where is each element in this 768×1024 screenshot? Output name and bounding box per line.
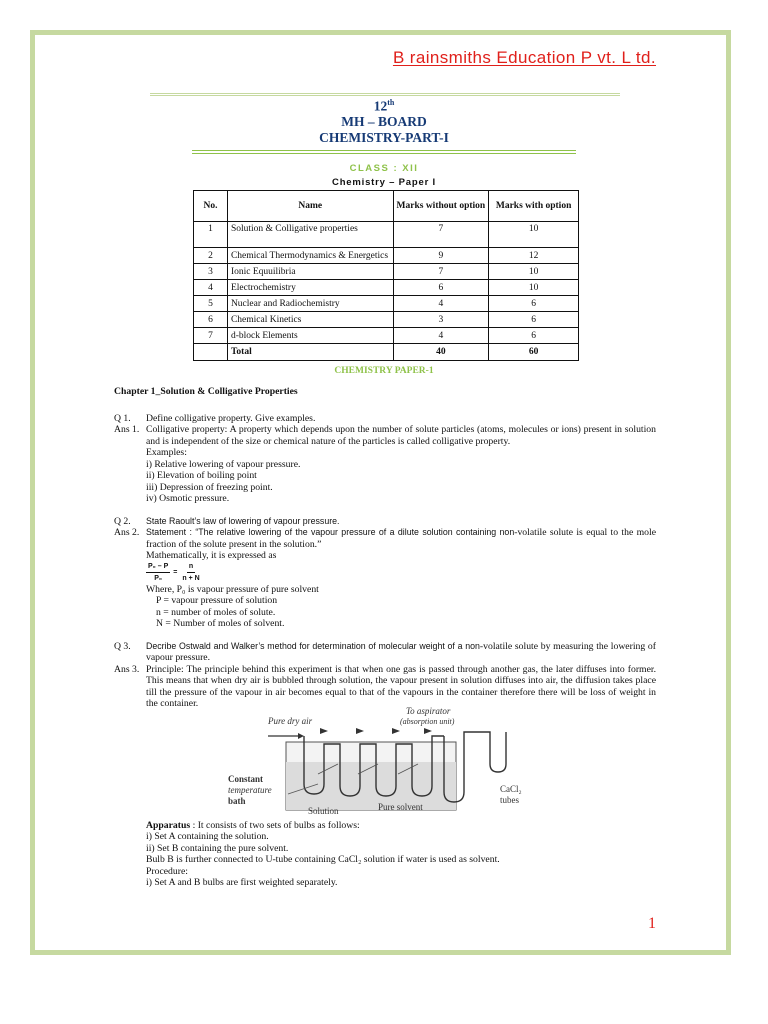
answer-label: Ans 3. bbox=[114, 663, 140, 675]
grade-number: 12 bbox=[373, 98, 388, 114]
cell-marks-without: 6 bbox=[393, 280, 489, 296]
cell-marks-without: 7 bbox=[393, 222, 489, 248]
brand-name: B rainsmiths Education P vt. L td. bbox=[392, 48, 656, 67]
example-item: iv) Osmotic pressure. bbox=[146, 493, 230, 504]
document-body bbox=[114, 386, 656, 889]
label-cacl2: CaCl₂ bbox=[500, 783, 522, 794]
col-header-marks-with: Marks with option bbox=[489, 191, 579, 222]
cell-marks-without: 9 bbox=[393, 248, 489, 264]
label-solution: Solution bbox=[308, 805, 339, 816]
question-text-prefix: Decribe Ostwald and Walker’s method for determination of molecular weight of a non bbox=[146, 640, 480, 651]
answer-text bbox=[146, 527, 656, 550]
col-header-no: No. bbox=[194, 191, 228, 222]
cell-marks-without: 3 bbox=[393, 312, 489, 328]
answer-1 bbox=[114, 424, 656, 447]
table-row bbox=[194, 280, 579, 296]
total-marks-with: 60 bbox=[489, 344, 579, 361]
where-line: Where, P₀ is vapour pressure of pure solvent bbox=[146, 583, 319, 595]
answer-label: Ans 2. bbox=[114, 527, 140, 538]
table-row bbox=[194, 296, 579, 312]
procedure-label: Procedure: bbox=[146, 865, 188, 877]
table-row bbox=[194, 264, 579, 280]
cell-marks-without: 7 bbox=[393, 264, 489, 280]
example-item: i) Relative lowering of vapour pressure. bbox=[146, 458, 301, 470]
statement-text: Statement : “The relative lowering of the vapour pressure of a dilute solution containing non bbox=[146, 527, 515, 537]
where-line: n = number of moles of solute. bbox=[156, 606, 276, 618]
set-item: ii) Set B containing the pure solvent. bbox=[146, 842, 289, 854]
table-row bbox=[194, 312, 579, 328]
cell-name: d-block Elements bbox=[227, 328, 393, 344]
question-text: State Raoult’s law of lowering of vapour pressure. bbox=[146, 515, 340, 526]
label-pure-dry-air: Pure dry air bbox=[268, 715, 313, 726]
cell-marks-without: 4 bbox=[393, 328, 489, 344]
apparatus-text: : It consists of two sets of bulbs as follows: bbox=[192, 819, 360, 831]
cell-no: 3 bbox=[194, 264, 228, 280]
where-line: N = Number of moles of solvent. bbox=[156, 618, 285, 629]
grade-heading bbox=[0, 98, 768, 115]
label-pure-solvent: Pure solvent bbox=[378, 801, 423, 812]
cell-no: 2 bbox=[194, 248, 228, 264]
table-row bbox=[194, 222, 579, 248]
cell-no bbox=[194, 344, 228, 361]
question-2 bbox=[114, 516, 656, 528]
cell-no: 7 bbox=[194, 328, 228, 344]
subject-heading: CHEMISTRY-PART-I bbox=[319, 130, 449, 145]
label-temperature: temperature bbox=[228, 784, 272, 795]
examples-label: Examples: bbox=[146, 447, 187, 458]
cell-marks-with: 6 bbox=[489, 328, 579, 344]
paper-title: CHEMISTRY PAPER-1 bbox=[334, 366, 434, 376]
label-tubes: tubes bbox=[500, 794, 519, 805]
cell-no: 4 bbox=[194, 280, 228, 296]
cell-name: Chemical Thermodynamics & Energetics bbox=[227, 248, 393, 264]
math-intro: Mathematically, it is expressed as bbox=[146, 550, 277, 561]
where-line: P = vapour pressure of solution bbox=[156, 595, 278, 606]
cell-marks-with: 12 bbox=[489, 248, 579, 264]
statement-text-rest: -volatile solute is equal to the mole fraction of the solute present in the solution.” bbox=[146, 527, 657, 550]
double-rule-green bbox=[192, 150, 576, 154]
question-text-rest: -volatile solute by measuring the lowering of vapour pressure. bbox=[146, 640, 656, 663]
cell-marks-with: 10 bbox=[489, 264, 579, 280]
label-absorption-unit: (absorption unit) bbox=[400, 716, 455, 726]
set-item: i) Set A containing the solution. bbox=[146, 831, 269, 842]
ostwald-walker-apparatus-figure bbox=[228, 705, 528, 818]
answer-text: Principle: The principle behind this experiment is that when one gas is passed through another gas, the later diffuses into former. This means that when dry air is bubbled through solution, the vapour present in solution diffuses into air, the diffusion takes place till the pressure of the vapour in air becomes equal to that of the vapours in the container therefore there will be loss of weight in the container. bbox=[146, 663, 656, 709]
apparatus-label: Apparatus bbox=[146, 819, 191, 831]
cell-name: Electrochemistry bbox=[227, 280, 393, 296]
board-heading: MH – BOARD bbox=[341, 114, 427, 129]
table-row bbox=[194, 328, 579, 344]
question-label: Q 2. bbox=[114, 515, 131, 527]
answer-2 bbox=[114, 527, 656, 550]
example-item: ii) Elevation of boiling point bbox=[146, 470, 257, 481]
class-label: CLASS : XII bbox=[349, 163, 419, 174]
formula-rhs-denominator: n + N bbox=[182, 575, 200, 582]
cell-name: Solution & Colligative properties bbox=[227, 222, 393, 248]
cell-marks-with: 10 bbox=[489, 222, 579, 248]
apparatus-line bbox=[114, 820, 656, 832]
formula-lhs-denominator: P₀ bbox=[154, 575, 163, 582]
chapter-heading: Chapter 1_Solution & Colligative Properties bbox=[114, 386, 298, 397]
marks-table bbox=[193, 190, 579, 361]
page-number: 1 bbox=[648, 915, 656, 932]
label-to-aspirator: To aspirator bbox=[406, 705, 451, 716]
question-text: Define colligative property. Give examples. bbox=[146, 412, 316, 424]
col-header-name: Name bbox=[227, 191, 393, 222]
question-label: Q 3. bbox=[114, 640, 131, 652]
cell-no: 1 bbox=[194, 222, 228, 248]
cell-marks-with: 6 bbox=[489, 296, 579, 312]
paper-label: Chemistry – Paper I bbox=[332, 177, 436, 188]
cell-marks-with: 10 bbox=[489, 280, 579, 296]
example-item: iii) Depression of freezing point. bbox=[146, 481, 273, 493]
double-rule-top bbox=[150, 93, 620, 96]
formula-rhs-numerator: n bbox=[187, 561, 195, 574]
cell-no: 6 bbox=[194, 312, 228, 328]
formula-lhs-numerator: P₀ – P bbox=[146, 561, 170, 574]
table-total-row bbox=[194, 344, 579, 361]
question-3 bbox=[114, 641, 656, 664]
answer-3 bbox=[114, 664, 656, 710]
grade-suffix: th bbox=[387, 98, 395, 107]
table-row bbox=[194, 248, 579, 264]
raoult-formula bbox=[114, 562, 656, 584]
answer-text: Colligative property: A property which depends upon the number of solute particles (atoms, molecules or ions) present in solution and is independent of the size or chemical nature of the particles is called colligative property. bbox=[146, 424, 656, 447]
cell-marks-without: 4 bbox=[393, 296, 489, 312]
total-label: Total bbox=[227, 344, 393, 361]
formula-equals: = bbox=[173, 568, 178, 576]
question-label: Q 1. bbox=[114, 412, 131, 424]
question-text bbox=[146, 641, 656, 664]
question-1 bbox=[114, 413, 656, 425]
label-constant: Constant bbox=[228, 773, 264, 784]
answer-label: Ans 1. bbox=[114, 424, 140, 435]
cell-name: Nuclear and Radiochemistry bbox=[227, 296, 393, 312]
procedure-step: i) Set A and B bulbs are first weighted separately. bbox=[146, 877, 338, 888]
bulb-b-text: Bulb B is further connected to U-tube containing CaCl₂ solution if water is used as solvent. bbox=[146, 854, 500, 865]
cell-name: Chemical Kinetics bbox=[227, 312, 393, 328]
label-bath: bath bbox=[228, 795, 246, 806]
total-marks-without: 40 bbox=[393, 344, 489, 361]
cell-marks-with: 6 bbox=[489, 312, 579, 328]
cell-name: Ionic Equuilibria bbox=[227, 264, 393, 280]
col-header-marks-without: Marks without option bbox=[393, 191, 489, 222]
table-header-row bbox=[194, 191, 579, 222]
cell-no: 5 bbox=[194, 296, 228, 312]
